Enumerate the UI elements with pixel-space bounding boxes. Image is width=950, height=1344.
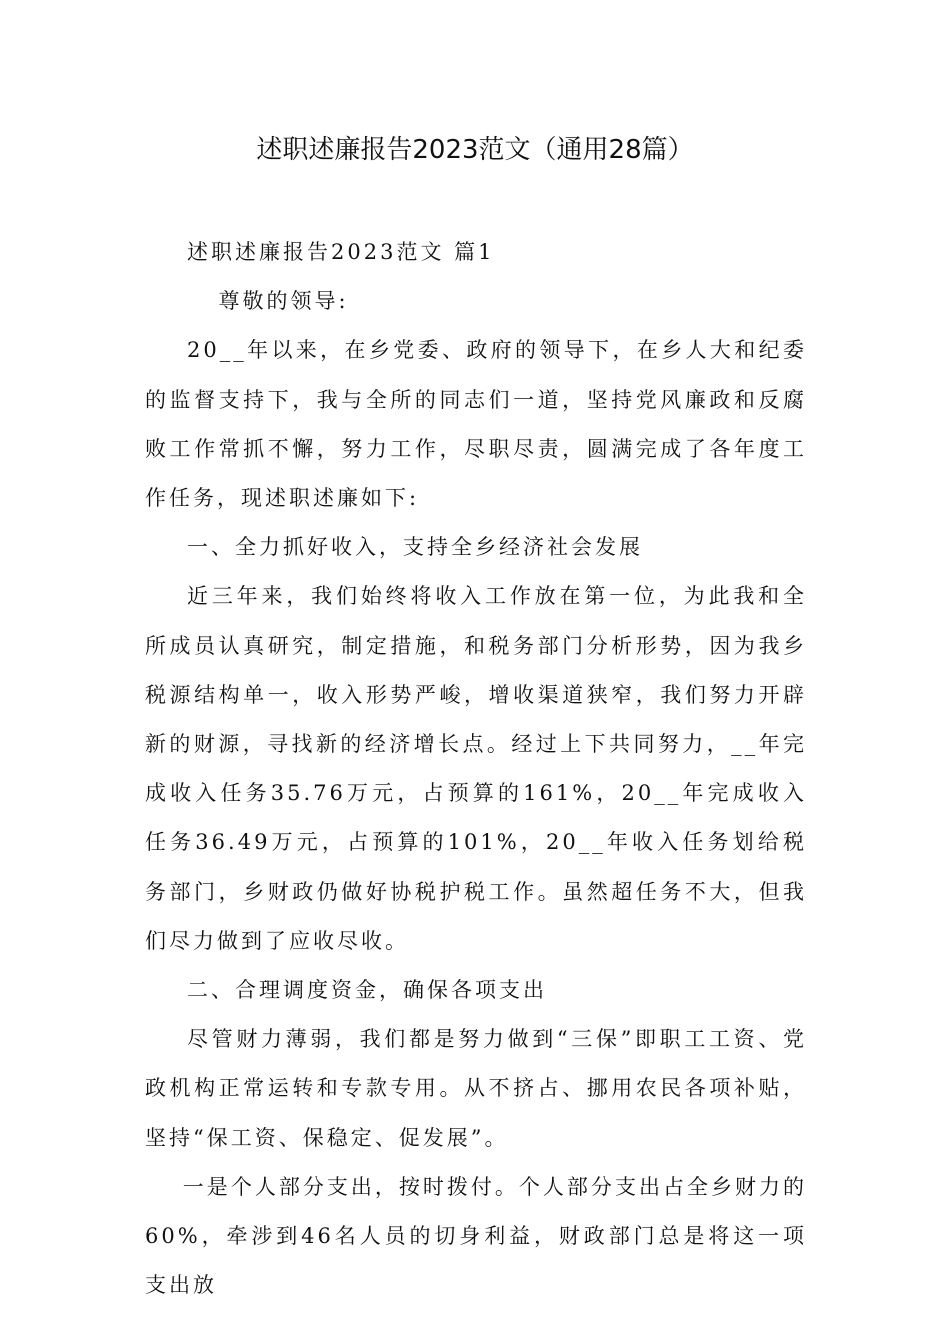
- paragraph-personal-expense: 一是个人部分支出，按时拨付。个人部分支出占全乡财力的60%，牵涉到46名人员的切身利益，财政部门总是将这一项支出放: [145, 1174, 807, 1298]
- section-heading-2: 二、合理调度资金，确保各项支出: [187, 978, 547, 1003]
- salutation: 尊敬的领导:: [218, 289, 349, 314]
- paragraph-revenue: 近三年来，我们始终将收入工作放在第一位，为此我和全所成员认真研究，制定措施，和税务部门分析形势，因为我乡税源结构单一，收入形势严峻，增收渠道狭窄，我们努力开辟新的财源，寻找新的经济增长点。经过上下共同努力，__年完成收入任务35.76万元，占预算的161%，20__年完成收入任务36.49万元，占预算的101%，20__年收入任务划给税务部门，乡财政仍做好协税护税工作。虽然超任务不大，但我们尽力做到了应收尽收。: [145, 584, 807, 953]
- document-body: [145, 228, 807, 1310]
- paragraph-intro: 20__年以来，在乡党委、政府的领导下，在乡人大和纪委的监督支持下，我与全所的同志们一道，坚持党风廉政和反腐败工作常抓不懈，努力工作，尽职尽责，圆满完成了各年度工作任务，现述职述廉如下:: [145, 338, 807, 511]
- document-title: 述职述廉报告2023范文（通用28篇）: [256, 135, 694, 165]
- section-heading-1: 一、全力抓好收入，支持全乡经济社会发展: [187, 535, 643, 560]
- paragraph-funds: 尽管财力薄弱，我们都是努力做到“三保”即职工工资、党政机构正常运转和专款专用。从不挤占、挪用农民各项补贴，坚持“保工资、保稳定、促发展”。: [145, 1027, 807, 1150]
- section-subtitle: 述职述廉报告2023范文 篇1: [187, 240, 495, 264]
